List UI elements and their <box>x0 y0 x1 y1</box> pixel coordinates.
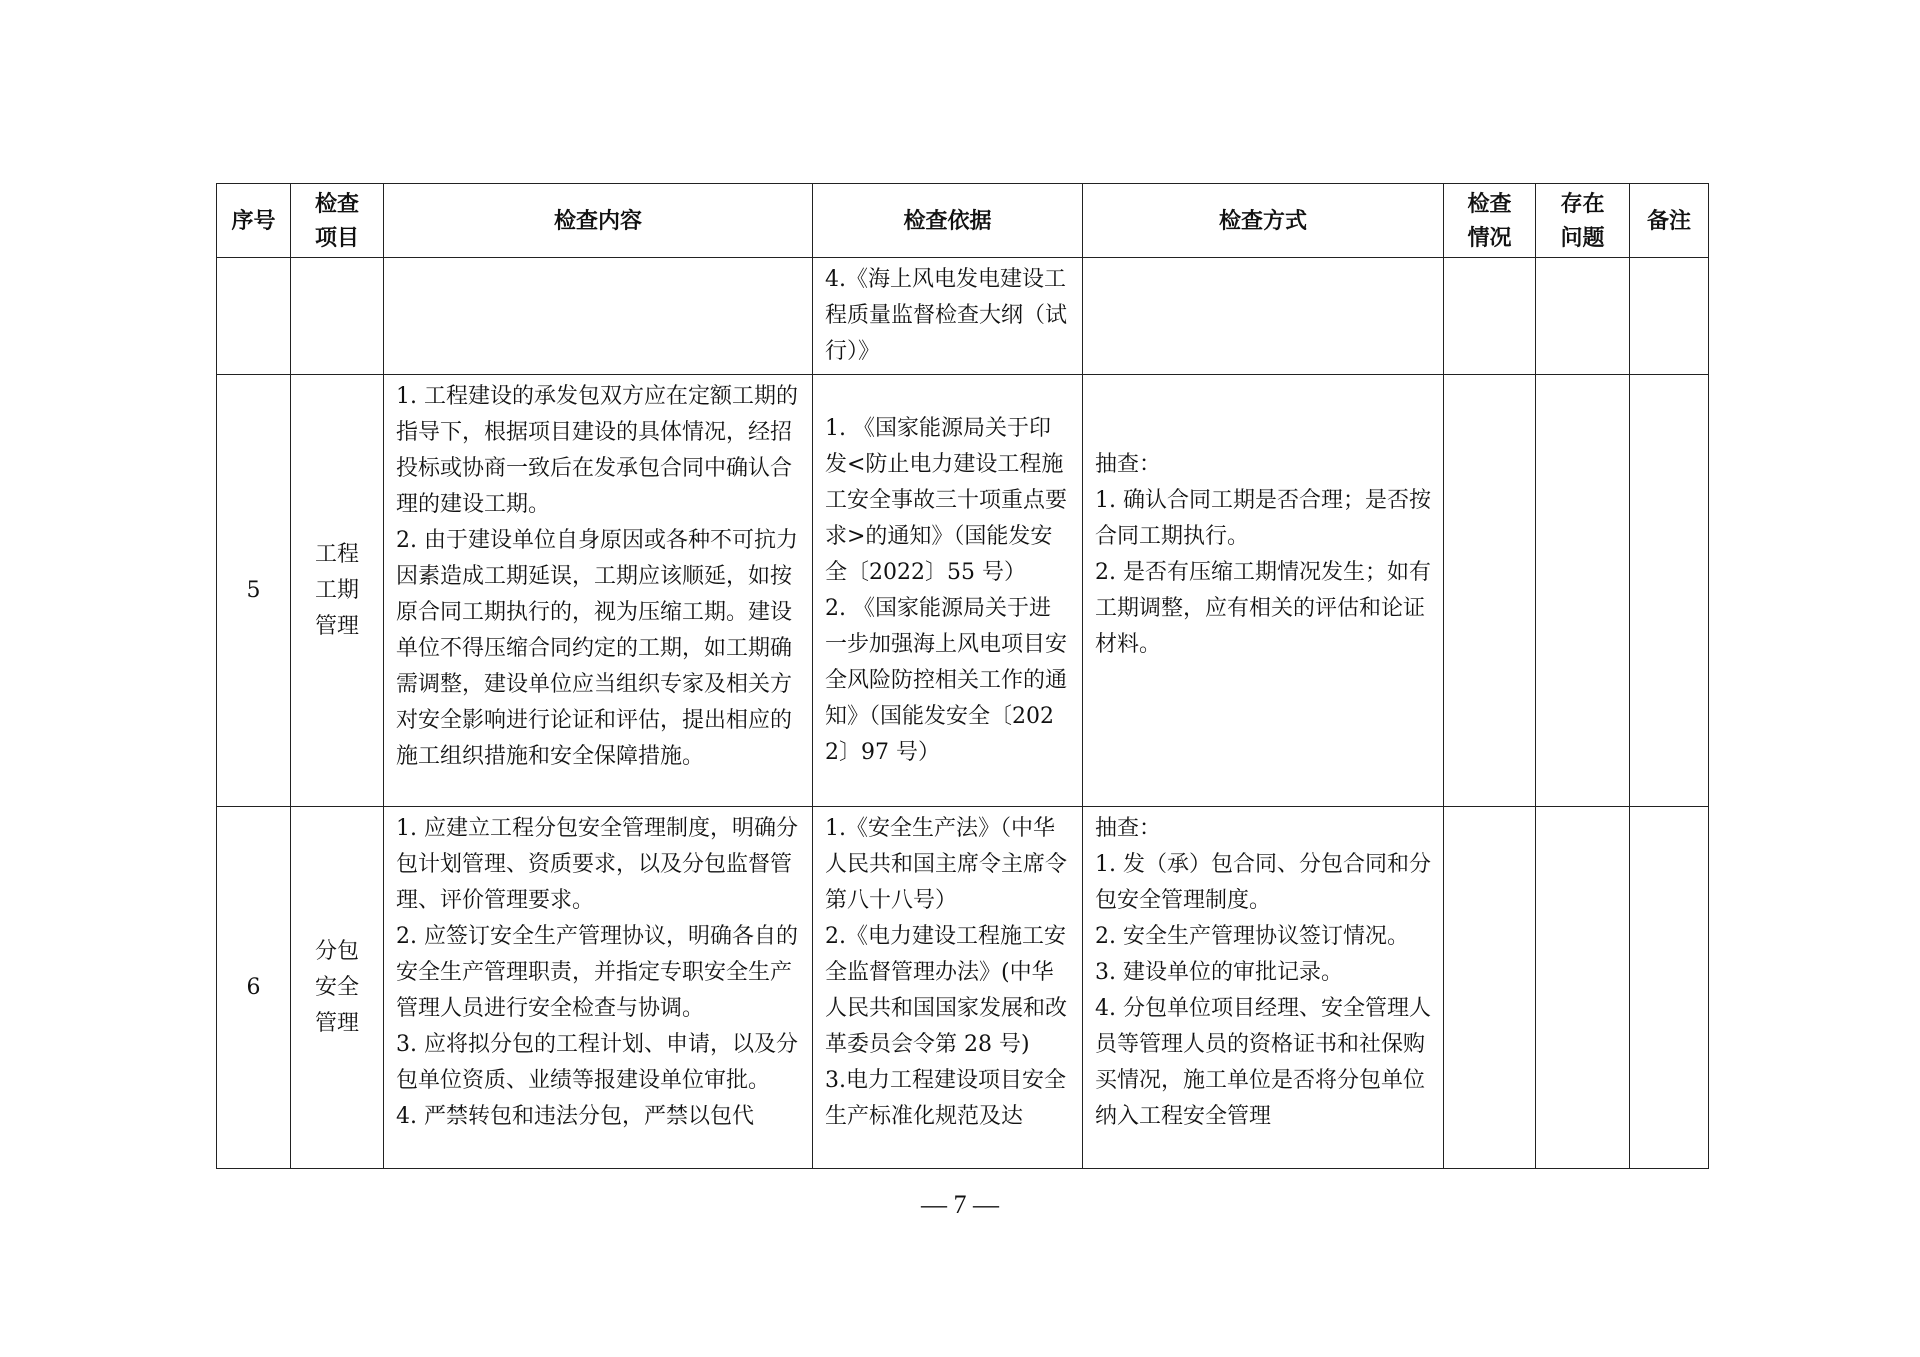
table-row <box>217 375 1709 807</box>
header-row <box>217 184 1709 258</box>
row-basis-cell <box>813 807 1083 1169</box>
table-row <box>217 807 1709 1169</box>
row-method: 抽查： 1. 确认合同工期是否合理；是否按合同工期执行。 2. 是否有压缩工期情况发生；如有工期调整，应有相关的评估和论证材料。 <box>1083 375 1444 807</box>
row-status <box>1444 375 1536 807</box>
row-problems <box>1536 258 1630 375</box>
row-notes <box>1630 375 1709 807</box>
row-method: 抽查： 1. 发（承）包合同、分包合同和分包安全管理制度。 2. 安全生产管理协议签订情况。 3. 建设单位的审批记录。 4. 分包单位项目经理、安全管理人员等管理人员的资格证书和社保购买情况，施工单位是否将分包单位纳入工程安全管理 <box>1095 816 1431 1129</box>
row-status <box>1444 807 1536 1169</box>
header-problems: 存在 问题 <box>1536 184 1630 258</box>
page-number: — 7 — <box>921 1190 999 1219</box>
row-basis: 1.《安全生产法》（中华人民共和国主席令主席令第八十八号） 2.《电力建设工程施工安全监督管理办法》(中华人民共和国国家发展和改革委员会令第 28 号) 3.电力工程建设项目安全生产标准化规范及达 <box>825 816 1068 1129</box>
row-problems <box>1536 375 1630 807</box>
row-basis: 4.《海上风电发电建设工程质量监督检查大纲（试行）》 <box>813 258 1083 375</box>
row-content-cell <box>384 807 813 1169</box>
row-basis: 1. 《国家能源局关于印发<防止电力建设工程施工安全事故三十项重点要求>的通知》（国能发安全〔2022〕55 号） 2. 《国家能源局关于进一步加强海上风电项目安全风险防控相关工作的通知》（国能发安全〔2022〕97 号） <box>813 375 1083 807</box>
header-seq: 序号 <box>217 184 291 258</box>
row-content <box>384 258 813 375</box>
row-status <box>1444 258 1536 375</box>
row-item <box>291 258 384 375</box>
row-problems <box>1536 807 1630 1169</box>
header-basis: 检查依据 <box>813 184 1083 258</box>
row-notes <box>1630 807 1709 1169</box>
row-notes <box>1630 258 1709 375</box>
header-notes: 备注 <box>1630 184 1709 258</box>
row-content: 1. 工程建设的承发包双方应在定额工期的指导下，根据项目建设的具体情况，经招投标或协商一致后在发承包合同中确认合理的建设工期。 2. 由于建设单位自身原因或各种不可抗力因素造成工期延误，工期应该顺延，如按原合同工期执行的，视为压缩工期。建设单位不得压缩合同约定的工期，如工期确需调整，建设单位应当组织专家及相关方对安全影响进行论证和评估，提出相应的施工组织措施和安全保障措施。 <box>384 375 813 807</box>
row-seq: 6 <box>217 807 291 1169</box>
header-item: 检查 项目 <box>291 184 384 258</box>
row-method <box>1083 258 1444 375</box>
row-item: 工程 工期 管理 <box>291 375 384 807</box>
inspection-table <box>216 183 1709 1169</box>
header-status: 检查 情况 <box>1444 184 1536 258</box>
row-seq <box>217 258 291 375</box>
table-row <box>217 258 1709 375</box>
row-content: 1. 应建立工程分包安全管理制度，明确分包计划管理、资质要求，以及分包监督管理、评价管理要求。 2. 应签订安全生产管理协议，明确各自的安全生产管理职责，并指定专职安全生产管理人员进行安全检查与协调。 3. 应将拟分包的工程计划、申请，以及分包单位资质、业绩等报建设单位审批。 4. 严禁转包和违法分包，严禁以包代 <box>396 816 798 1129</box>
header-content: 检查内容 <box>384 184 813 258</box>
row-method-cell <box>1083 807 1444 1169</box>
row-item: 分包 安全 管理 <box>291 807 384 1169</box>
header-method: 检查方式 <box>1083 184 1444 258</box>
row-seq: 5 <box>217 375 291 807</box>
